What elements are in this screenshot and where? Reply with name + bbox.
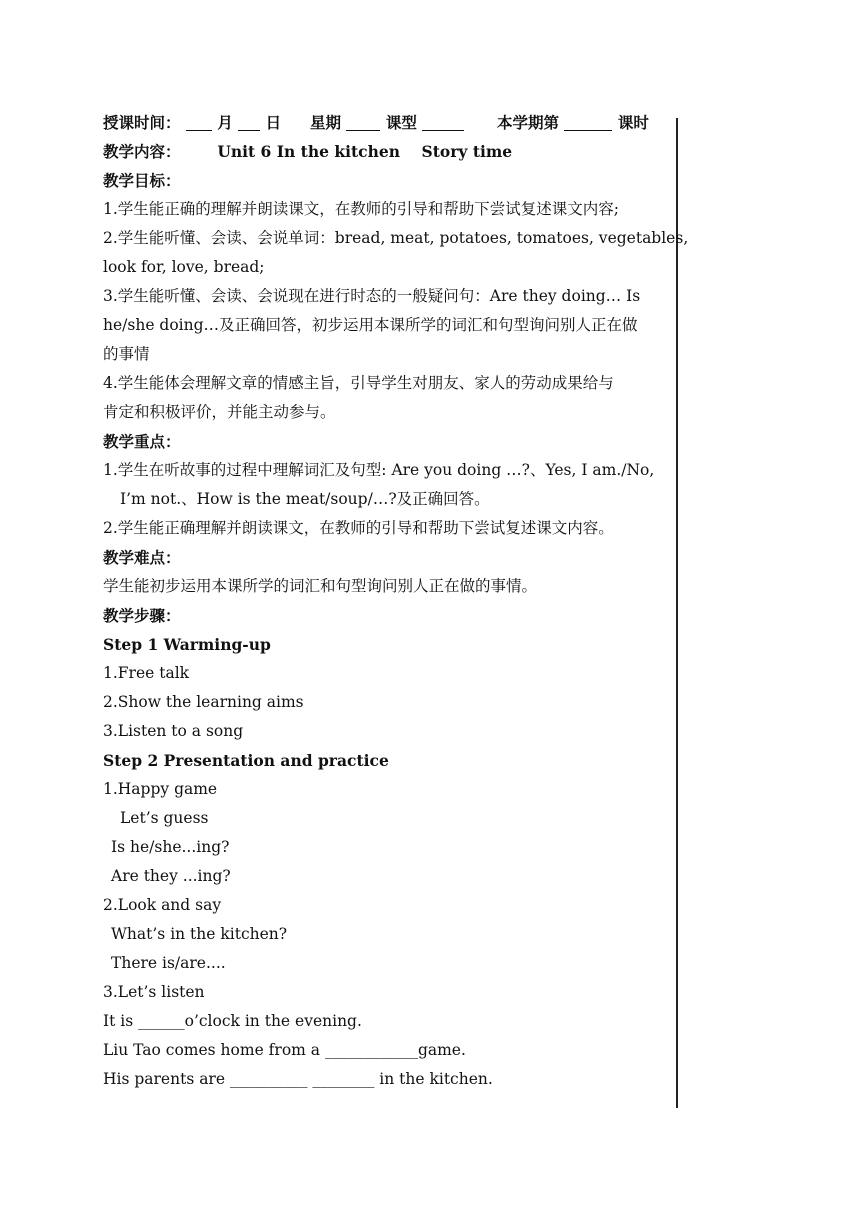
step1-title: Step 1 Warming-up — [103, 635, 271, 654]
step2-line: 1.Happy game — [103, 780, 218, 798]
day-blank[interactable] — [238, 112, 260, 131]
key-point-line: I’m not.、How is the meat/soup/…?及正确回答。 — [120, 490, 490, 508]
step2-line: It is ______o’clock in the evening. — [103, 1012, 362, 1030]
objective-line: 4.学生能体会理解文章的情感主旨，引导学生对朋友、家人的劳动成果给与 — [103, 374, 614, 392]
teaching-content-row — [103, 137, 678, 166]
step2-title: Step 2 Presentation and practice — [103, 751, 389, 770]
step2-line: 2.Look and say — [103, 896, 222, 914]
objective-line: 的事情 — [103, 345, 150, 363]
period-blank[interactable] — [564, 112, 612, 131]
month-label: 月 — [217, 113, 233, 132]
time-label: 授课时间： — [103, 113, 181, 132]
lesson-type-blank[interactable] — [422, 112, 464, 131]
content-label: 教学内容： — [103, 142, 181, 161]
weekday-blank[interactable] — [346, 112, 380, 131]
period-label: 课时 — [617, 113, 649, 132]
step2-line: Let’s guess — [120, 809, 209, 827]
steps-heading: 教学步骤： — [103, 606, 181, 625]
term-label: 本学期第 — [497, 113, 560, 132]
lesson-time-row — [103, 108, 678, 137]
step1-item: 3.Listen to a song — [103, 722, 244, 740]
step1-item: 1.Free talk — [103, 664, 190, 682]
objective-line: 1.学生能正确的理解并朗读课文，在教师的引导和帮助下尝试复述课文内容; — [103, 200, 620, 218]
step2-line: Are they ...ing? — [111, 867, 231, 885]
step2-line: Is he/she...ing? — [111, 838, 230, 856]
content-value: Unit 6 In the kitchen Story time — [217, 142, 513, 161]
key-point-line: 2.学生能正确理解并朗读课文，在教师的引导和帮助下尝试复述课文内容。 — [103, 519, 614, 537]
objective-line: he/she doing…及正确回答，初步运用本课所学的词汇和句型询问别人正在做 — [103, 316, 638, 334]
key-points-heading: 教学重点： — [103, 432, 181, 451]
step2-line: 3.Let’s listen — [103, 983, 205, 1001]
month-blank[interactable] — [186, 112, 212, 131]
objective-line: 2.学生能听懂、会读、会说单词：bread, meat, potatoes, tomatoes, vegetables, — [103, 229, 689, 247]
day-label: 日 — [265, 113, 282, 132]
step1-item: 2.Show the learning aims — [103, 693, 304, 711]
objective-line: look for, love, bread; — [103, 258, 265, 276]
objectives-heading: 教学目标： — [103, 171, 181, 190]
step2-line: Liu Tao comes home from a ____________game. — [103, 1041, 466, 1059]
difficulties-text: 学生能初步运用本课所学的词汇和句型询问别人正在做的事情。 — [103, 577, 538, 595]
difficulties-heading: 教学难点： — [103, 548, 181, 567]
lesson-plan-content — [103, 108, 689, 1094]
objective-line: 肯定和积极评价，并能主动参与。 — [103, 403, 336, 421]
weekday-label: 星期 — [309, 113, 341, 132]
lesson-type-label: 课型 — [385, 113, 417, 132]
step2-line: There is/are.... — [111, 954, 226, 972]
step2-line: His parents are __________ ________ in the kitchen. — [103, 1070, 493, 1088]
key-point-line: 1.学生在听故事的过程中理解词汇及句型: Are you doing …?、Yes, I am./No, — [103, 461, 655, 479]
objective-line: 3.学生能听懂、会读、会说现在进行时态的一般疑问句：Are they doing… Is — [103, 287, 641, 305]
step2-line: What’s in the kitchen? — [111, 925, 288, 943]
